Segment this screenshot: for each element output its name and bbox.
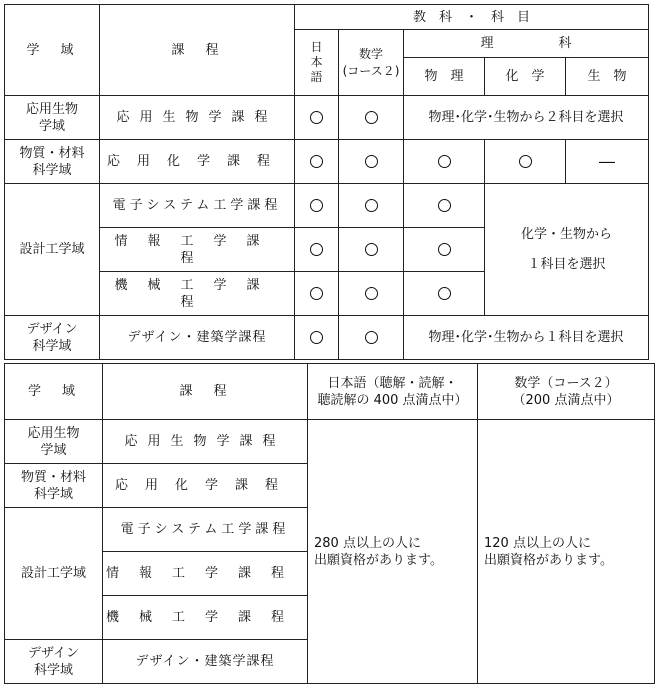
circle-mark xyxy=(310,155,323,168)
circle-mark xyxy=(365,199,378,212)
course-cell: 応用化学課程 xyxy=(100,140,295,184)
domain-cell: デザイン 科学域 xyxy=(5,640,103,684)
course-cell: 情報工学課程 xyxy=(103,552,308,596)
header-subjects: 教 科 ・ 科 目 xyxy=(295,5,649,30)
dash-mark: ― xyxy=(566,140,649,184)
table-row xyxy=(5,316,649,360)
circle-mark xyxy=(310,287,323,300)
course-cell: 応用化学課程 xyxy=(103,464,308,508)
table-row xyxy=(5,96,649,140)
header-japanese-score: 日本語（聴解・読解・ 聴読解の 400 点満点中） xyxy=(308,364,478,420)
circle-mark xyxy=(310,243,323,256)
course-cell: デザイン・建築学課程 xyxy=(100,316,295,360)
circle-mark xyxy=(365,111,378,124)
header-course: 課 程 xyxy=(100,5,295,96)
domain-cell: 応用生物 学域 xyxy=(5,96,100,140)
course-cell: 機械工学課程 xyxy=(103,596,308,640)
math-requirement: 120 点以上の人に 出願資格があります。 xyxy=(478,420,655,684)
table-row xyxy=(5,140,649,184)
table-row xyxy=(5,420,655,464)
course-cell: 機械工学課程 xyxy=(100,272,295,316)
header-domain: 学 域 xyxy=(5,364,103,420)
domain-cell: 物質・材料 科学域 xyxy=(5,140,100,184)
circle-mark xyxy=(365,287,378,300)
science-note: 化学・生物から １科目を選択 xyxy=(485,184,649,316)
circle-mark xyxy=(310,199,323,212)
domain-cell: デザイン 科学域 xyxy=(5,316,100,360)
header-biology: 生 物 xyxy=(566,58,649,96)
domain-cell: 応用生物 学域 xyxy=(5,420,103,464)
header-domain: 学 域 xyxy=(5,5,100,96)
header-math: 数学 (コース２) xyxy=(339,30,404,96)
domain-cell: 物質・材料 科学域 xyxy=(5,464,103,508)
header-physics: 物 理 xyxy=(404,58,485,96)
table-row xyxy=(5,184,649,228)
header-course: 課 程 xyxy=(103,364,308,420)
science-note: 物理･化学･生物から１科目を選択 xyxy=(404,316,649,360)
score-requirements-table xyxy=(4,363,655,684)
course-cell: デザイン・建築学課程 xyxy=(103,640,308,684)
course-cell: 情報工学課程 xyxy=(100,228,295,272)
header-chemistry: 化 学 xyxy=(485,58,566,96)
circle-mark xyxy=(365,331,378,344)
course-cell: 応用生物学課程 xyxy=(103,420,308,464)
domain-cell: 設計工学域 xyxy=(5,184,100,316)
header-japanese: 日 本 語 xyxy=(295,30,339,96)
circle-mark xyxy=(519,155,532,168)
header-science: 理 科 xyxy=(404,30,649,58)
circle-mark xyxy=(365,155,378,168)
circle-mark xyxy=(438,155,451,168)
domain-cell: 設計工学域 xyxy=(5,508,103,640)
header-math-score: 数学（コース２） （200 点満点中） xyxy=(478,364,655,420)
course-cell: 応用生物学課程 xyxy=(100,96,295,140)
science-note: 物理･化学･生物から２科目を選択 xyxy=(404,96,649,140)
circle-mark xyxy=(438,287,451,300)
course-cell: 電子システム工学課程 xyxy=(100,184,295,228)
subject-requirements-table xyxy=(4,4,649,360)
circle-mark xyxy=(310,111,323,124)
course-cell: 電子システム工学課程 xyxy=(103,508,308,552)
circle-mark xyxy=(310,331,323,344)
circle-mark xyxy=(438,199,451,212)
japanese-requirement: 280 点以上の人に 出願資格があります。 xyxy=(308,420,478,684)
circle-mark xyxy=(365,243,378,256)
circle-mark xyxy=(438,243,451,256)
